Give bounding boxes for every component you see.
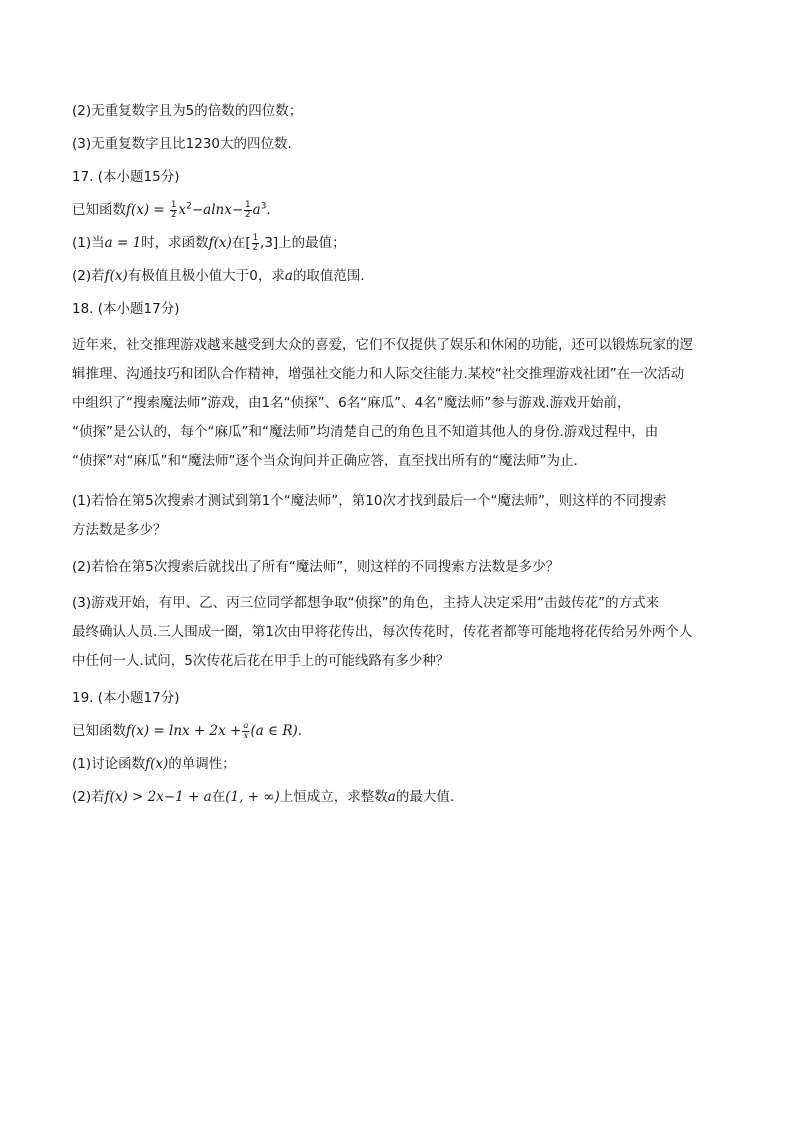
q19-stem-tail: (a ∈ R) (250, 723, 298, 739)
frac-denominator: 2 (171, 209, 177, 220)
q19-stem-end: ． (297, 723, 312, 739)
q17-stem-a: a (252, 202, 261, 218)
q19-stem-prefix: 已知函数 (72, 723, 126, 739)
q19-p2-mid: 上恒成立，求整数 (279, 789, 388, 805)
q17-p1-frac (252, 234, 259, 253)
q19-stem-frac (242, 722, 249, 741)
q17-stem-exp3: 3 (260, 201, 267, 212)
q19-p1-prefix: (1)讨论函数 (72, 756, 146, 772)
q19-p2-range: (1, + ∞) (225, 789, 280, 805)
q17-stem-frac1 (170, 201, 177, 220)
q18-part1 (72, 487, 724, 545)
q17-stem: 已知函数f(x) = $\frac{1}{2}$ $x^2-alnx-$ $\frac{1}{2}$ $a^3$. (72, 199, 271, 220)
frac-denominator: 2 (252, 242, 259, 253)
q18-part3 (72, 589, 724, 676)
q19-p1-f: f(x) (145, 756, 169, 772)
q17-p2-tail2: 的取值范围． (292, 268, 374, 284)
q17-p1-a: a = 1 (104, 235, 142, 251)
q17-p2-prefix: (2)若 (72, 268, 105, 284)
q17-p2-tail1: ，求 (257, 268, 285, 284)
q17-stem-exp2: 2 (186, 201, 192, 212)
q17-p1-range-end: ,3]上的最值； (260, 235, 346, 251)
q17-part2 (72, 265, 724, 287)
q18-stem-line: “侦探”对“麻瓜”和“魔法师”逐个当众询问并正确应答，直至找出所有的“魔法师”为止． (72, 453, 587, 469)
q18-stem-line: 中组织了“搜索魔法师”游戏，由1名“侦探”、6名“麻瓜”、4名“魔法师”参与游戏.游戏开始前， (72, 395, 631, 411)
q18-part2 (72, 556, 724, 578)
q17-stem-frac2 (244, 201, 251, 220)
q18-stem-line: 辑推理、沟通技巧和团队合作精神，增强社交能力和人际交往能力.某校“社交推理游戏社团”在一次活动 (72, 366, 685, 382)
frac-numerator: 1 (252, 232, 259, 243)
q17-p1-f: f(x) (208, 235, 232, 251)
q17-stem-tail: −alnx− (191, 202, 244, 218)
q18-stem-line: 近年来，社交推理游戏越来越受到大众的喜爱，它们不仅提供了娱乐和休闲的功能，还可以锻炼玩家的逻 (72, 337, 693, 353)
q18-header-text: 18. (本小题17分) (72, 301, 180, 317)
q18-p3-line: 最终确认人员.三人围成一圈，第1次由甲将花传出，每次传花时，传花者都等可能地将花传给另外两个人 (72, 624, 693, 640)
frac-numerator: a (243, 720, 249, 731)
q17-part1 (72, 232, 724, 254)
q18-p3-line: (3)游戏开始，有甲、乙、丙三位同学都想争取“侦探”的角色，主持人决定采用“击鼓传花”的方式来 (72, 595, 660, 611)
q19-p2-tail: 的最大值． (395, 789, 464, 805)
q19-part1 (72, 753, 724, 775)
q17-p1-mid: 时，求函数 (141, 235, 209, 251)
q17-p1-in: 在[ (231, 235, 251, 251)
frac-numerator: 1 (171, 199, 177, 210)
q19-p2-prefix: (2)若 (72, 789, 105, 805)
q19-stem (72, 720, 724, 742)
q16-part3-text: (3)无重复数字且比1230大的四位数． (72, 136, 301, 152)
q16-part3 (72, 133, 724, 155)
q17-header (72, 166, 724, 188)
q17-p2-a: a (284, 268, 293, 284)
q19-stem-func: f(x) = lnx + 2x + (126, 723, 242, 739)
q18-stem (72, 331, 724, 476)
frac-denominator: x (243, 730, 249, 741)
page-content (72, 100, 724, 819)
q17-stem-func: f(x) = (126, 202, 165, 218)
q19-header-text: 19. (本小题17分) (72, 690, 180, 706)
q18-p1-line: 方法数是多少？ (72, 522, 167, 538)
q17-stem-x: x (178, 202, 187, 218)
frac-numerator: 1 (245, 199, 251, 210)
q17-p2-mid: 有极值且极小值大于 (127, 268, 250, 284)
q17-p1-prefix: (1)当 (72, 235, 105, 251)
q17-p2-f: f(x) (104, 268, 128, 284)
q19-p2-expr: f(x) > 2x−1 + a (104, 789, 212, 805)
q18-header (72, 298, 724, 320)
q17-header-text: 17. (本小题15分) (72, 169, 180, 185)
q19-header (72, 687, 724, 709)
q16-part2 (72, 100, 724, 122)
q19-p2-in: 在 (211, 789, 226, 805)
q18-stem-line: “侦探”是公认的，每个“麻瓜”和“魔法师”均清楚自己的角色且不知道其他人的身份.游戏过程中，由 (72, 424, 659, 440)
q18-p1-line: (1)若恰在第5次搜索才测试到第1个“魔法师”，第10次才找到最后一个“魔法师”，则这样的不同搜索 (72, 493, 667, 509)
q19-p1-tail: 的单调性； (168, 756, 236, 772)
frac-denominator: 2 (245, 209, 251, 220)
q18-p3-line: 中任何一人.试问，5次传花后花在甲手上的可能线路有多少种？ (72, 653, 450, 669)
q18-p2-text: (2)若恰在第5次搜索后就找出了所有“魔法师”，则这样的不同搜索方法数是多少？ (72, 559, 560, 575)
q16-part2-text: (2)无重复数字且为5的倍数的四位数； (72, 103, 303, 119)
q17-stem-prefix: 已知函数 (72, 202, 126, 218)
q17-p2-zero: 0 (249, 268, 258, 284)
q19-p2-a: a (387, 789, 396, 805)
q19-part2 (72, 786, 724, 808)
